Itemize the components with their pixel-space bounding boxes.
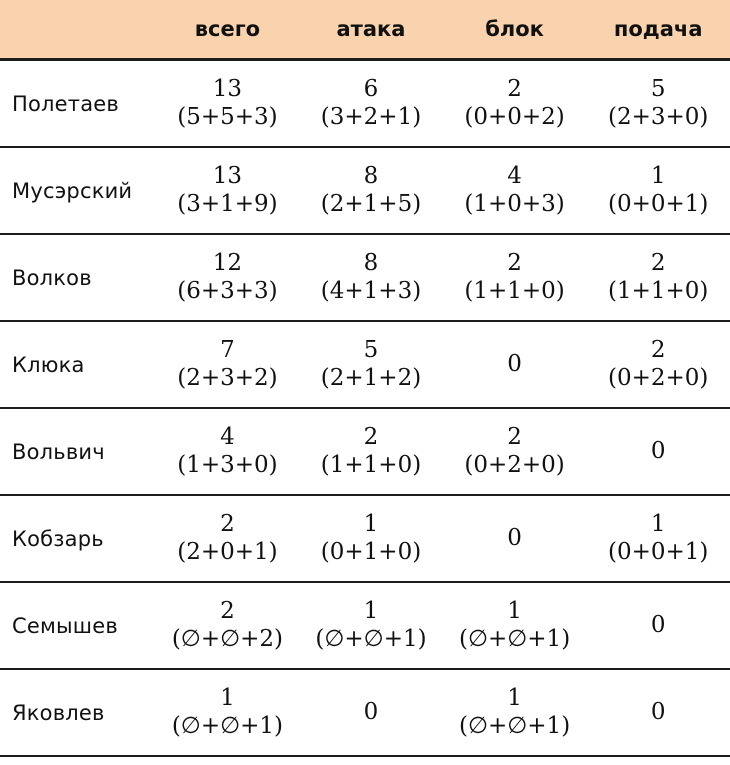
table-row: [0, 408, 730, 495]
stat-value: 2: [220, 510, 235, 537]
stat-value: 1: [650, 510, 666, 537]
player-name: Полетаев: [12, 91, 119, 116]
stat-detail: (3+2+1): [320, 103, 422, 130]
stat-value: 8: [363, 162, 379, 189]
column-header-serve: подача: [586, 0, 730, 60]
stat-cell: [443, 495, 587, 582]
stat-value: 5: [363, 336, 379, 363]
player-name: Семышев: [12, 613, 118, 638]
stat-value: 1: [220, 684, 235, 711]
stat-cell: [299, 495, 443, 582]
stat-value: 4: [507, 162, 522, 189]
player-name: Кобзарь: [12, 526, 104, 551]
stat-value: 7: [220, 336, 235, 363]
stat-cell: [156, 408, 300, 495]
stat-detail: (1+0+3): [464, 190, 565, 217]
stat-value: 2: [650, 336, 666, 363]
stat-detail: (0+0+2): [464, 103, 565, 130]
stat-cell: [586, 234, 730, 321]
stat-value: 2: [507, 423, 522, 450]
stat-cell: [443, 408, 587, 495]
stat-cell: [443, 147, 587, 234]
stat-detail: (2+1+5): [320, 190, 422, 217]
stat-cell: [586, 408, 730, 495]
stat-detail: (∅+∅+1): [171, 712, 284, 739]
stat-detail: (∅+∅+1): [458, 712, 571, 739]
stat-detail: (1+1+0): [464, 277, 565, 304]
table-row: [0, 321, 730, 408]
stat-value: 2: [507, 75, 522, 102]
stat-detail: (∅+∅+1): [315, 625, 427, 652]
stat-value: 12: [212, 249, 243, 276]
table-row: [0, 495, 730, 582]
table-row: [0, 60, 730, 148]
column-header-block: блок: [443, 0, 587, 60]
stat-cell: [443, 321, 587, 408]
stat-detail: (0+0+1): [607, 538, 709, 565]
stat-cell: [586, 147, 730, 234]
stat-value: 13: [212, 75, 243, 102]
stat-cell: [299, 60, 443, 148]
stat-detail: (1+1+0): [320, 451, 422, 478]
stat-value: 0: [650, 612, 666, 638]
stat-value: 0: [650, 699, 666, 725]
stat-detail: (2+3+2): [177, 364, 278, 391]
stat-value: 0: [507, 525, 522, 551]
stat-detail: (∅+∅+2): [171, 625, 284, 652]
stat-cell: [156, 495, 300, 582]
stat-cell: [156, 582, 300, 669]
stat-value: 4: [220, 423, 235, 450]
header-row: [0, 0, 730, 60]
stat-detail: (2+1+2): [320, 364, 422, 391]
stat-detail: (0+0+1): [607, 190, 709, 217]
table-row: [0, 234, 730, 321]
stat-cell: [156, 321, 300, 408]
stat-value: 2: [363, 423, 379, 450]
stat-cell: [586, 669, 730, 756]
table-row: [0, 669, 730, 756]
stat-cell: [586, 495, 730, 582]
stat-detail: (5+5+3): [177, 103, 278, 130]
stat-cell: [586, 321, 730, 408]
stat-cell: [586, 582, 730, 669]
stat-cell: [299, 321, 443, 408]
stat-cell: [586, 60, 730, 148]
stat-value: 13: [212, 162, 243, 189]
player-name: Вольвич: [12, 439, 105, 464]
stat-value: 1: [363, 510, 379, 537]
stat-value: 0: [507, 351, 522, 377]
stat-detail: (1+1+0): [607, 277, 709, 304]
stat-cell: [443, 234, 587, 321]
player-name: Волков: [12, 265, 92, 290]
stat-cell: [299, 669, 443, 756]
column-header-total: всего: [156, 0, 300, 60]
player-name: Мусэрский: [12, 178, 133, 203]
stat-value: 2: [507, 249, 522, 276]
stat-detail: (1+3+0): [177, 451, 278, 478]
stat-value: 6: [363, 75, 379, 102]
stat-cell: [443, 582, 587, 669]
stat-detail: (0+1+0): [320, 538, 422, 565]
stat-detail: (0+2+0): [464, 451, 565, 478]
stat-value: 0: [650, 438, 666, 464]
stat-value: 5: [650, 75, 666, 102]
stat-cell: [299, 234, 443, 321]
stat-cell: [299, 582, 443, 669]
player-name: Клюка: [12, 352, 85, 377]
stat-cell: [156, 234, 300, 321]
stat-detail: (0+2+0): [607, 364, 709, 391]
stat-cell: [156, 669, 300, 756]
column-header-player: [0, 0, 156, 60]
table-row: [0, 582, 730, 669]
stat-value: 8: [363, 249, 379, 276]
stat-value: 1: [507, 684, 522, 711]
stat-cell: [156, 60, 300, 148]
stat-detail: (4+1+3): [320, 277, 422, 304]
stat-value: 0: [363, 699, 379, 725]
stat-detail: (2+0+1): [177, 538, 278, 565]
player-name: Яковлев: [12, 700, 105, 725]
stat-value: 2: [650, 249, 666, 276]
stat-cell: [443, 60, 587, 148]
stat-value: 1: [363, 597, 379, 624]
stat-detail: (6+3+3): [177, 277, 278, 304]
stat-cell: [299, 147, 443, 234]
stat-cell: [156, 147, 300, 234]
stat-value: 1: [507, 597, 522, 624]
stat-detail: (2+3+0): [607, 103, 709, 130]
stat-cell: [299, 408, 443, 495]
stat-detail: (3+1+9): [177, 190, 278, 217]
stat-cell: [443, 669, 587, 756]
stat-value: 2: [220, 597, 235, 624]
stat-detail: (∅+∅+1): [458, 625, 571, 652]
stat-value: 1: [650, 162, 666, 189]
table-row: [0, 147, 730, 234]
column-header-attack: атака: [299, 0, 443, 60]
